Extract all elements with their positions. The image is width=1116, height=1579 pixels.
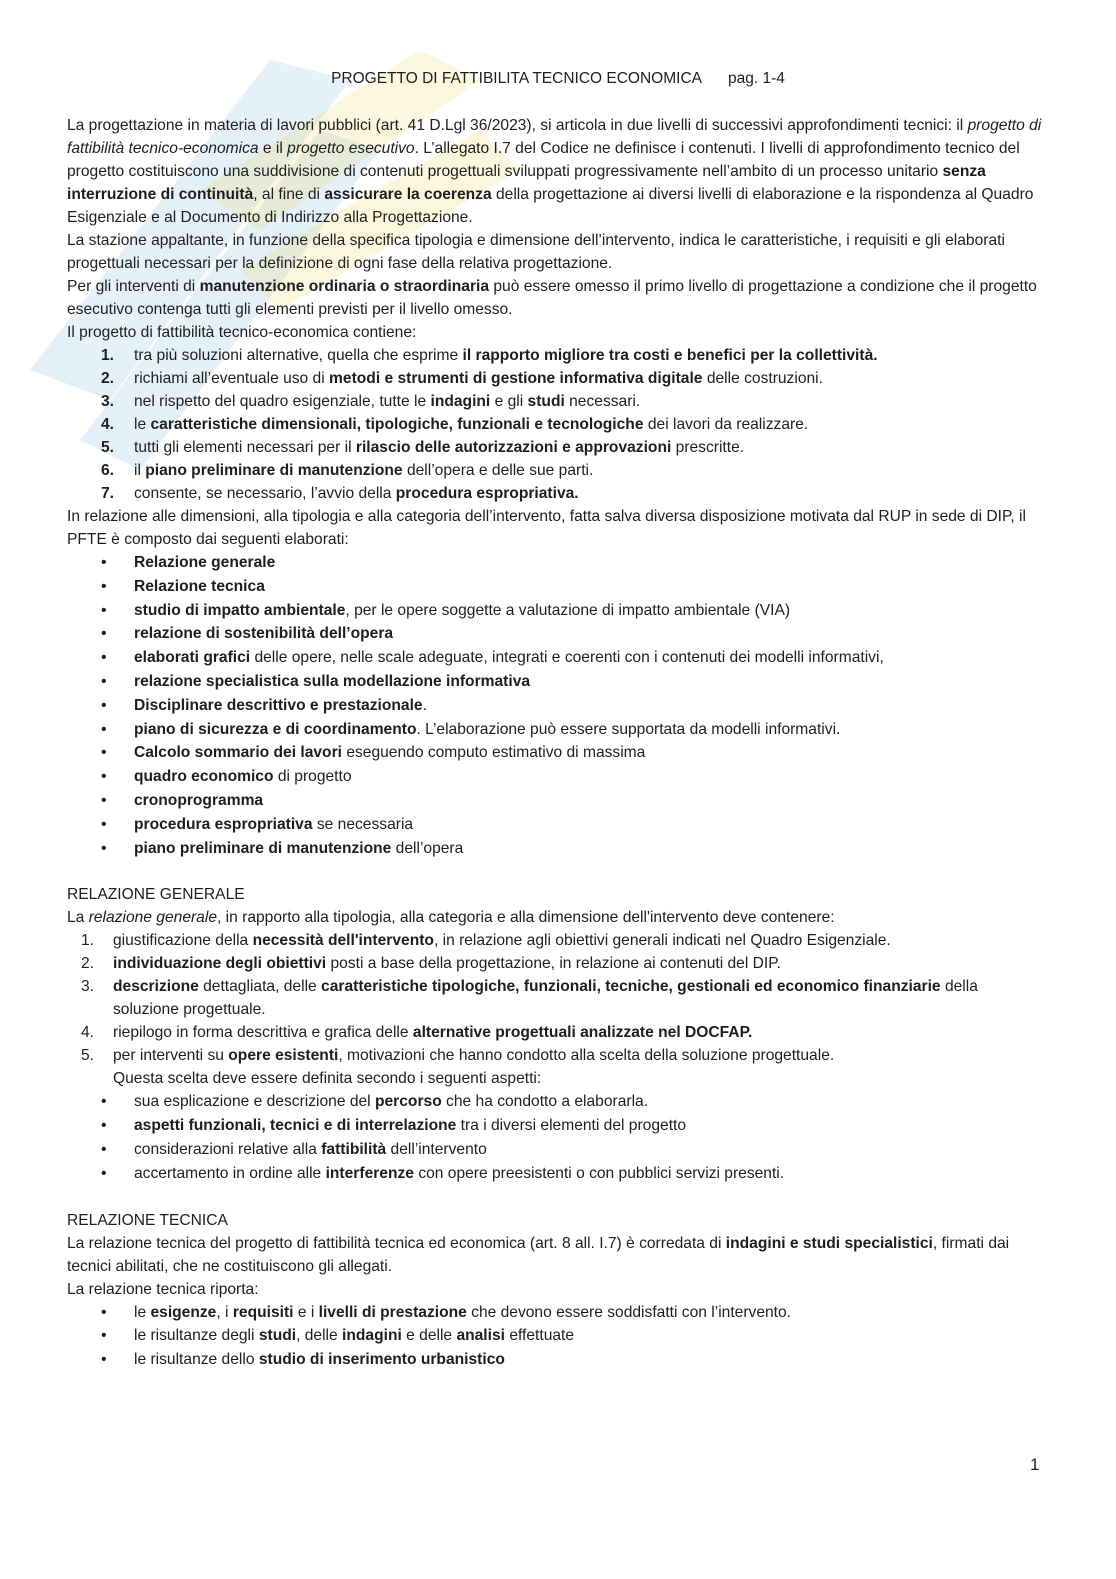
list-item-number: 1.: [81, 932, 95, 950]
bold-text: studio di inserimento urbanistico: [258, 1351, 505, 1369]
intro-paragraph: [67, 229, 1045, 275]
text-run: posti a base della progettazione, in relazione ai contenuti del DIP.: [326, 955, 781, 973]
elaborati-list: [67, 551, 1045, 860]
text-run: La relazione tecnica del progetto di fattibilità tecnica ed economica (art. 8 all. I.7) è corredata di: [67, 1234, 726, 1252]
section-title-relazione-generale: RELAZIONE GENERALE: [67, 886, 245, 904]
text-run: le risultanze dello: [134, 1351, 259, 1369]
text-run: tra più soluzioni alternative, quella che esprime: [134, 347, 463, 364]
text-run: dei lavori da realizzare.: [643, 416, 809, 433]
text-run: della progettazione ai diversi livelli di elaborazione e la rispondenza al Quadro Esigenziale e al Documento di Indirizzo alla Progettazione.: [67, 186, 1034, 226]
text-run: consente, se necessario, l’avvio della: [134, 485, 396, 502]
bold-text: Calcolo sommario dei lavori: [134, 744, 342, 762]
text-run: , delle: [296, 1327, 343, 1345]
text-run: .: [422, 696, 427, 714]
bold-text: assicurare la coerenza: [324, 186, 492, 203]
bullet-item: [67, 599, 1045, 623]
bold-text: individuazione degli obiettivi: [113, 955, 327, 973]
bold-text: rilascio delle autorizzazioni e approvazioni: [355, 439, 672, 456]
bold-text: percorso: [374, 1093, 442, 1111]
bold-text: indagini: [430, 393, 491, 410]
contents-list: [67, 344, 1045, 505]
list-item: [67, 367, 1045, 390]
intro-paragraph: [67, 275, 1045, 321]
aspects-list: [67, 1090, 1045, 1185]
italic-text: progetto esecutivo: [287, 140, 415, 157]
text-run: La stazione appaltante, in funzione della specifica tipologia e dimensione dell’intervento, indica le caratteristiche, i requisiti e gli elaborati progettuali necessari per la definizione di ogni fase della relativa progettazione.: [67, 232, 1005, 272]
bullet-item: [67, 1162, 1045, 1186]
bullet-item: [67, 646, 1045, 670]
text-run: dettagliata, delle: [198, 978, 322, 996]
relazione-tecnica-intro: [67, 1232, 1045, 1278]
text-run: delle costruzioni.: [702, 370, 823, 387]
text-run: prescritte.: [671, 439, 745, 456]
list-item-number: 4.: [81, 1024, 95, 1042]
text-run: , in relazione agli obiettivi generali indicati nel Quadro Esigenziale.: [433, 932, 891, 950]
intro-paragraph: [67, 321, 1045, 344]
bold-text: piano preliminare di manutenzione: [145, 462, 403, 479]
bold-text: caratteristiche dimensionali, tipologiche, funzionali e tecnologiche: [150, 416, 644, 433]
bold-text: quadro economico: [134, 768, 274, 786]
bold-text: opere esistenti: [228, 1047, 339, 1065]
bullet-item: [67, 1348, 1045, 1372]
list-item: [67, 1044, 1045, 1067]
bullet-item: [67, 837, 1045, 861]
bold-text: procedura espropriativa.: [395, 485, 579, 502]
list-item-number: 2.: [101, 370, 115, 387]
intro-paragraph: [67, 114, 1045, 229]
bold-text: piano preliminare di manutenzione: [134, 839, 392, 857]
text-run: accertamento in ordine alle: [134, 1164, 326, 1182]
text-run: che devono essere soddisfatti con l’intervento.: [466, 1303, 792, 1321]
text-run: Il progetto di fattibilità tecnico-economica contiene:: [67, 324, 417, 341]
list-item-number: 3.: [101, 393, 115, 410]
text-run: giustificazione della: [113, 932, 253, 950]
text-run: , motivazioni che hanno condotto alla scelta della soluzione progettuale.: [338, 1047, 835, 1065]
text-run: le: [134, 1303, 151, 1321]
bullet-item: [67, 741, 1045, 765]
bullet-item: [67, 1324, 1045, 1348]
bold-text: cronoprogramma: [134, 791, 264, 809]
list-item: [67, 975, 1045, 1021]
document-body: [67, 114, 1045, 1372]
bullet-item: [67, 1138, 1045, 1162]
text-run: dell’intervento: [386, 1140, 487, 1158]
bold-text: studi: [258, 1327, 297, 1345]
text-run: richiami all’eventuale uso di: [134, 370, 330, 387]
bold-text: esigenze: [150, 1303, 217, 1321]
list-item: [67, 459, 1045, 482]
list-item: [67, 436, 1045, 459]
text-run: della soluzione progettuale.: [113, 978, 978, 1019]
bullet-item: [67, 551, 1045, 575]
bold-text: indagini: [342, 1327, 402, 1345]
list-item-number: 4.: [101, 416, 115, 433]
bullet-item: [67, 1090, 1045, 1114]
list-item-number: 7.: [101, 485, 115, 502]
bold-text: aspetti funzionali, tecnici e di interrelazione: [134, 1117, 457, 1135]
bold-text: relazione specialistica sulla modellazione informativa: [134, 672, 531, 690]
text-run: La: [67, 909, 89, 927]
elaborati-intro: [67, 505, 1045, 551]
bold-text: Disciplinare descrittivo e prestazionale: [134, 696, 423, 714]
list-item-number: 1.: [101, 347, 115, 364]
bold-text: fattibilità: [321, 1140, 387, 1158]
list-item-number: 5.: [101, 439, 115, 456]
bold-text: analisi: [456, 1327, 505, 1345]
text-run: La progettazione in materia di lavori pubblici (art. 41 D.Lgl 36/2023), si articola in due livelli di successivi approfondimenti tecnici: il: [67, 117, 968, 134]
text-run: riepilogo in forma descrittiva e grafica delle: [113, 1024, 413, 1042]
bold-text: Relazione generale: [134, 554, 276, 571]
text-run: e gli: [490, 393, 528, 410]
text-run: con opere preesistenti o con pubblici servizi presenti.: [413, 1164, 785, 1182]
bold-text: alternative progettuali analizzate nel DOCFAP.: [412, 1024, 753, 1042]
bold-text: manutenzione ordinaria o straordinaria: [199, 278, 490, 295]
relazione-tecnica-intro2: La relazione tecnica riporta:: [67, 1280, 259, 1298]
text-run: , i: [216, 1303, 233, 1321]
text-run: di progetto: [273, 768, 352, 786]
bold-text: senza interruzione di continuità: [67, 163, 986, 203]
bold-text: elaborati grafici: [134, 649, 251, 667]
bold-text: necessità dell'intervento: [252, 932, 434, 950]
text-run: se necessaria: [312, 815, 414, 833]
italic-text: progetto di fattibilità tecnico-economica: [67, 117, 1042, 157]
text-run: e i: [293, 1303, 319, 1321]
text-run: , al fine di: [253, 186, 325, 203]
list-item: [67, 344, 1045, 367]
text-run: Per gli interventi di: [67, 278, 200, 295]
text-run: In relazione alle dimensioni, alla tipologia e alla categoria dell’intervento, fatta salva diversa disposizione motivata dal RUP in sede di DIP, il PFTE è composto dai seguenti elaborati:: [67, 508, 1026, 548]
bullet-item: [67, 1114, 1045, 1138]
text-run: sua esplicazione e descrizione del: [134, 1093, 375, 1111]
list-item-number: 3.: [81, 978, 95, 996]
aspects-intro: Questa scelta deve essere definita secondo i seguenti aspetti:: [113, 1070, 542, 1088]
text-run: tutti gli elementi necessari per il: [134, 439, 356, 456]
header-title: PROGETTO DI FATTIBILITA TECNICO ECONOMICA: [331, 70, 702, 87]
bullet-item: [67, 718, 1045, 742]
bold-text: interferenze: [325, 1164, 414, 1182]
list-item: [67, 929, 1045, 952]
text-run: dell’opera e delle sue parti.: [402, 462, 594, 479]
text-run: le: [134, 416, 151, 433]
text-run: le risultanze degli: [134, 1327, 259, 1345]
bullet-item: [67, 813, 1045, 837]
bold-text: livelli di prestazione: [318, 1303, 467, 1321]
list-item: [67, 1021, 1045, 1044]
list-item-number: 5.: [81, 1047, 95, 1065]
text-run: per interventi su: [113, 1047, 229, 1065]
list-item: [67, 482, 1045, 505]
bold-text: metodi e strumenti di gestione informativa digitale: [329, 370, 703, 387]
text-run: e il: [258, 140, 288, 157]
text-run: può essere omesso il primo livello di progettazione a condizione che il progetto esecutivo contenga tutti gli elementi previsti per il livello omesso.: [67, 278, 1037, 318]
page-header: [0, 70, 1116, 88]
text-run: che ha condotto a elaborarla.: [441, 1093, 649, 1111]
page-number: 1: [1030, 1455, 1040, 1474]
bold-text: Relazione tecnica: [134, 577, 265, 595]
italic-text: relazione generale: [88, 909, 217, 927]
bold-text: relazione di sostenibilità dell’opera: [134, 625, 394, 643]
relazione-generale-list: [67, 929, 1045, 1067]
bold-text: caratteristiche tipologiche, funzionali, tecniche, gestionali ed economico finanziarie: [321, 978, 941, 996]
bold-text: requisiti: [232, 1303, 294, 1321]
bold-text: descrizione: [113, 978, 199, 996]
header-pages: pag. 1-4: [728, 70, 785, 87]
list-item: [67, 413, 1045, 436]
text-run: eseguendo computo estimativo di massima: [341, 744, 646, 762]
bullet-item: [67, 1301, 1045, 1325]
intro-section: [67, 114, 1045, 344]
section-title-relazione-tecnica: RELAZIONE TECNICA: [67, 1211, 228, 1229]
text-run: , firmati dai tecnici abilitati, che ne costituiscono gli allegati.: [67, 1234, 1010, 1275]
text-run: il: [134, 462, 146, 479]
bold-text: piano di sicurezza e di coordinamento: [134, 720, 417, 738]
text-run: tra i diversi elementi del progetto: [456, 1117, 687, 1135]
text-run: , in rapporto alla tipologia, alla categoria e alla dimensione dell'intervento deve contenere:: [217, 909, 835, 927]
bullet-item: [67, 765, 1045, 789]
text-run: . L’allegato I.7 del Codice ne definisce i contenuti. I livelli di approfondimento tecnico del progetto costituiscono una suddivisione di contenuti progettuali sviluppati progressivamente nell’ambito di un processo unitario: [67, 140, 1020, 180]
list-item: [67, 390, 1045, 413]
text-run: delle opere, nelle scale adeguate, integrati e coerenti con i contenuti dei modelli informativi,: [250, 649, 884, 667]
bold-text: indagini e studi specialistici: [725, 1234, 933, 1252]
bullet-item: [67, 694, 1045, 718]
text-run: , per le opere soggette a valutazione di impatto ambientale (VIA): [345, 601, 791, 619]
bold-text: studio di impatto ambientale: [134, 601, 346, 619]
text-run: considerazioni relative alla: [134, 1140, 322, 1158]
text-run: . L’elaborazione può essere supportata da modelli informativi.: [416, 720, 841, 738]
bold-text: procedura espropriativa: [134, 815, 313, 833]
bullet-item: [67, 670, 1045, 694]
text-run: effettuate: [504, 1327, 575, 1345]
list-item-number: 6.: [101, 462, 115, 479]
text-run: necessari.: [564, 393, 641, 410]
list-item-number: 2.: [81, 955, 95, 973]
text-run: e delle: [401, 1327, 457, 1345]
text-run: dell’opera: [391, 839, 464, 857]
relazione-tecnica-list: [67, 1301, 1045, 1372]
relazione-generale-intro: [67, 906, 1045, 929]
bold-text: studi: [527, 393, 565, 410]
bullet-item: [67, 789, 1045, 813]
text-run: nel rispetto del quadro esigenziale, tutte le: [134, 393, 431, 410]
bold-text: il rapporto migliore tra costi e benefici per la collettività.: [462, 347, 878, 364]
bullet-item: [67, 622, 1045, 646]
bullet-item: [67, 575, 1045, 599]
list-item: [67, 952, 1045, 975]
